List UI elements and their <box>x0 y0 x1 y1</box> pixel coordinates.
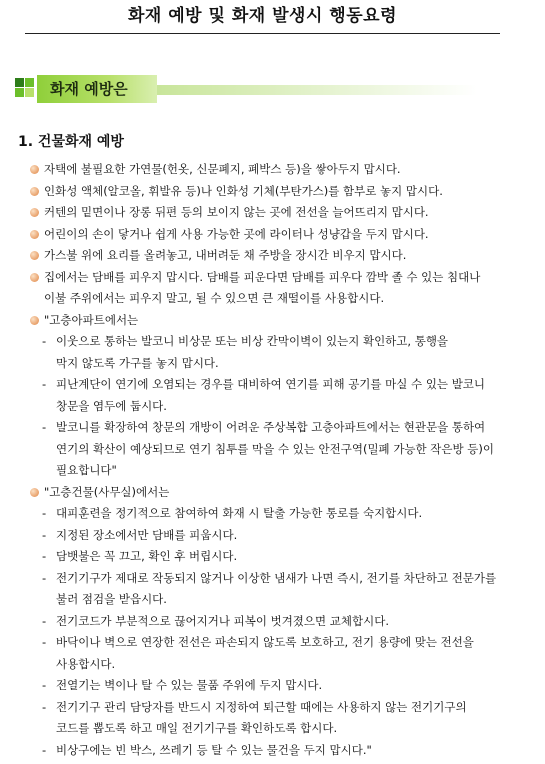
dash-marker: - <box>42 549 47 563</box>
sub-item-text: 필요합니다" <box>56 463 117 477</box>
bullet-icon <box>30 208 39 217</box>
sub-item-text: 연기의 확산이 예상되므로 연기 침투를 막을 수 있는 안전구역(밀폐 가능한 작은방 등)이 <box>56 441 494 456</box>
dash-marker: - <box>42 527 47 542</box>
list-item <box>30 245 538 267</box>
sub-item <box>30 374 538 417</box>
sub-item-text: 바닥이나 벽으로 연장한 전선은 파손되지 않도록 보호하고, 전기 용량에 맞는 전선을 <box>56 635 474 649</box>
list-item <box>30 181 538 203</box>
dash-marker: - <box>42 377 47 391</box>
bullet-icon <box>30 251 39 260</box>
sub-item <box>30 697 538 740</box>
sub-item-text: 지정된 장소에서만 담배를 피웁시다. <box>56 527 238 542</box>
dash-marker: - <box>42 570 47 585</box>
bullet-icon <box>30 488 39 497</box>
sub-item-text: 전열기는 벽이나 탈 수 있는 물품 주위에 두지 맙시다. <box>56 678 323 692</box>
sub-item-text: 비상구에는 빈 박스, 쓰레기 등 탈 수 있는 물건을 두지 맙시다." <box>56 742 372 757</box>
list-item <box>30 310 538 332</box>
page-title: 화재 예방 및 화재 발생시 행동요령 <box>128 6 397 26</box>
item-text: 이불 주위에서는 피우지 말고, 될 수 있으면 큰 재떨이를 사용합시다. <box>44 291 385 305</box>
bullet-icon <box>30 273 39 282</box>
section-heading: 1. 건물화재 예방 <box>18 134 124 150</box>
sub-item-text: 이웃으로 통하는 발코니 비상문 또는 비상 칸막이벽이 있는지 확인하고, 통행을 <box>56 334 449 348</box>
guideline-list <box>30 159 538 761</box>
sub-item <box>30 331 538 374</box>
sub-item-text: 불러 점검을 받읍시다. <box>56 592 167 606</box>
section-banner <box>15 75 480 103</box>
sub-item <box>30 525 538 547</box>
sub-item-text: 전기기구가 제대로 작동되지 않거나 이상한 냄새가 나면 즉시, 전기를 차단하고 전문가를 <box>56 570 497 585</box>
dash-marker: - <box>42 699 47 714</box>
item-text: 가스불 위에 요리를 올려놓고, 내버려둔 채 주방을 장시간 비우지 맙시다. <box>44 248 407 262</box>
sub-item-text: 발코니를 확장하여 창문의 개방이 어려운 주상복합 고층아파트에서는 현관문을 통하여 <box>56 420 486 434</box>
item-text: 어린이의 손이 닿거나 쉽게 사용 가능한 곳에 라이터나 성냥갑을 두지 맙시다. <box>44 226 429 241</box>
item-text: 인화성 액체(알코올, 휘발유 등)나 인화성 기체(부탄가스)를 함부로 놓지 맙시다. <box>44 183 443 198</box>
title-bar <box>25 0 500 34</box>
bullet-icon <box>30 187 39 196</box>
sub-item <box>30 503 538 525</box>
sub-item-text: 막지 않도록 가구를 놓지 맙시다. <box>56 355 219 370</box>
sub-item <box>30 675 538 697</box>
sub-item-text: 전기기구 관리 담당자를 반드시 지정하여 퇴근할 때에는 사용하지 않는 전기기구의 <box>56 699 467 714</box>
sub-item-text: 대피훈련을 정기적으로 참여하여 화재 시 탈출 가능한 통로를 숙지합시다. <box>56 506 423 520</box>
sub-item <box>30 417 538 482</box>
bullet-icon <box>30 230 39 239</box>
dash-marker: - <box>42 613 47 628</box>
item-text: "고층아파트에서는 <box>44 312 139 327</box>
item-text: 커텐의 밑면이나 장롱 뒤편 등의 보이지 않는 곳에 전선을 늘어뜨리지 맙시다. <box>44 205 429 219</box>
sub-item-text: 창문을 염두에 둡시다. <box>56 398 167 413</box>
sub-item <box>30 740 538 762</box>
sub-item-text: 코드를 뽑도록 하고 매일 전기기구를 확인하도록 합시다. <box>56 721 338 735</box>
dash-marker: - <box>42 635 47 649</box>
list-item <box>30 224 538 246</box>
bullet-icon <box>30 316 39 325</box>
bullet-icon <box>30 165 39 174</box>
item-text: 집에서는 담배를 피우지 맙시다. 담배를 피운다면 담배를 피우다 깜박 졸 수 있는 침대나 <box>44 269 481 284</box>
sub-item-text: 전기코드가 부분적으로 끊어지거나 피복이 벗겨졌으면 교체합시다. <box>56 613 389 628</box>
sub-item <box>30 568 538 611</box>
list-item <box>30 202 538 224</box>
list-item <box>30 267 538 310</box>
item-text: "고층건물(사무실)에서는 <box>44 484 170 499</box>
dash-marker: - <box>42 420 47 434</box>
sub-item-text: 피난계단이 연기에 오염되는 경우를 대비하여 연기를 피해 공기를 마실 수 있는 발코니 <box>56 377 486 391</box>
dash-marker: - <box>42 334 47 348</box>
banner-label: 화재 예방은 <box>50 80 128 98</box>
item-text: 자택에 불필요한 가연물(헌옷, 신문폐지, 폐박스 등)을 쌓아두지 맙시다. <box>44 162 401 176</box>
dash-marker: - <box>42 678 47 692</box>
sub-item-text: 담뱃불은 꼭 끄고, 확인 후 버립시다. <box>56 549 238 563</box>
dash-marker: - <box>42 506 47 520</box>
sub-item-text: 사용합시다. <box>56 656 116 671</box>
sub-item <box>30 632 538 675</box>
list-item <box>30 482 538 504</box>
dash-marker: - <box>42 742 47 757</box>
sub-item <box>30 611 538 633</box>
banner-fade <box>157 85 477 95</box>
list-item <box>30 159 538 181</box>
sub-item <box>30 546 538 568</box>
